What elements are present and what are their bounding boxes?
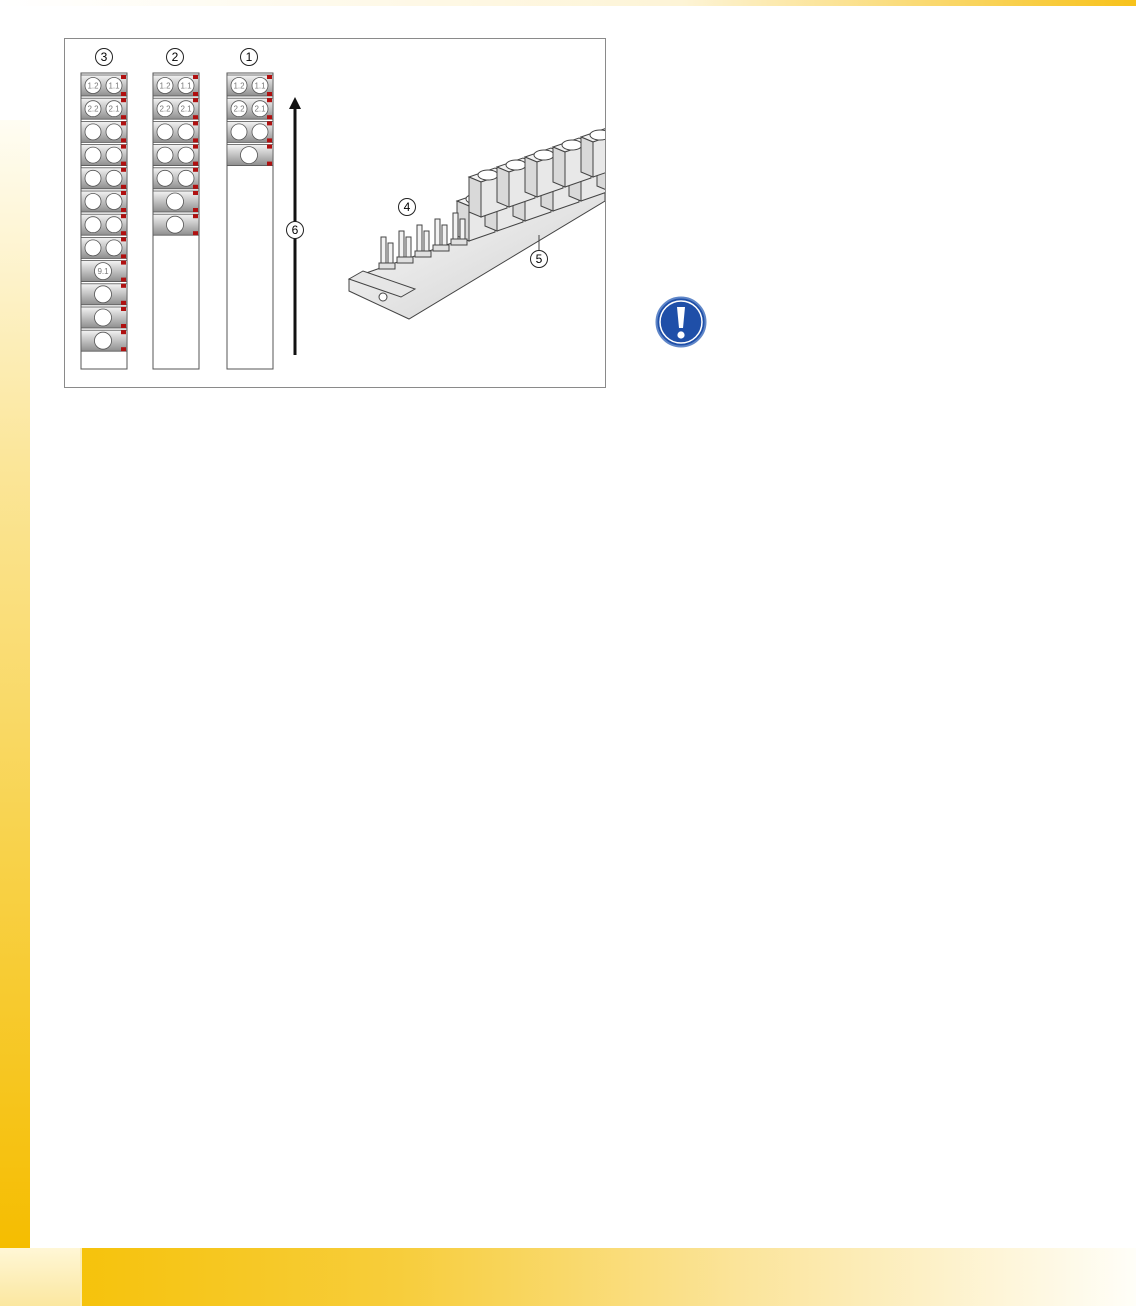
left-accent-band [0,120,30,1250]
terminal-number: 1.2 [233,81,245,91]
terminal-column-3 [81,73,127,369]
svg-text:4: 4 [403,200,411,214]
terminal-point [157,147,173,163]
terminal-point [85,170,101,186]
terminal-cell [153,75,199,96]
terminal-point [106,217,122,233]
terminal-point [85,240,101,256]
terminal-cell [153,121,199,142]
svg-text:1: 1 [245,50,253,64]
terminal-point [167,193,184,210]
terminal-number: 2.1 [180,104,192,114]
terminal-number: 1.1 [108,81,120,91]
terminal-point [178,124,194,140]
terminal-point [95,286,112,303]
terminal-point [85,147,101,163]
svg-text:2: 2 [171,50,179,64]
terminal-pin [433,219,449,251]
terminal-point [95,309,112,326]
svg-text:6: 6 [291,223,299,237]
terminal-cell [227,121,273,142]
terminal-cell [153,168,199,189]
terminal-cell [153,214,199,235]
svg-text:5: 5 [535,252,543,266]
callout-4 [399,199,416,216]
terminal-number: 1.1 [254,81,266,91]
terminal-cell [153,191,199,212]
terminal-number: 2.2 [87,104,99,114]
terminal-strip-figure [64,38,606,388]
terminal-cell [81,98,127,119]
bottom-corner-tab [0,1248,80,1306]
terminal-number: 1.2 [159,81,171,91]
terminal-point [106,170,122,186]
callout-3 [96,49,113,66]
terminal-number: 9.1 [97,267,109,277]
terminal-point [241,147,258,164]
terminal-point [178,147,194,163]
terminal-column-1 [227,73,273,369]
terminal-number: 1.1 [180,81,192,91]
direction-arrow [287,97,304,355]
terminal-strip-diagram [65,39,605,387]
terminal-column-2 [153,73,199,369]
terminal-block-rail [349,118,605,319]
terminal-point [85,124,101,140]
terminal-cell [81,307,127,328]
terminal-cell [81,237,127,258]
terminal-cell [81,284,127,305]
terminal-point [231,124,247,140]
terminal-cell [81,75,127,96]
terminal-cell [81,330,127,351]
terminal-point [157,124,173,140]
terminal-cell [81,121,127,142]
bottom-accent-band [0,1248,1136,1306]
terminal-pin [397,231,413,263]
terminal-cell [81,168,127,189]
terminal-pin [415,225,431,257]
terminal-point [85,217,101,233]
terminal-point [157,170,173,186]
terminal-point [252,124,268,140]
callout-2 [167,49,184,66]
terminal-cell [81,214,127,235]
callout-1 [241,49,258,66]
terminal-cell [153,145,199,166]
terminal-cell [227,145,273,166]
terminal-number: 2.1 [108,104,120,114]
terminal-cell [81,145,127,166]
terminal-cell [227,75,273,96]
terminal-point [85,194,101,210]
terminal-housing [581,128,605,177]
exclamation-notice-icon [655,296,707,348]
terminal-number: 1.2 [87,81,99,91]
terminal-cell [227,98,273,119]
terminal-cell [81,191,127,212]
terminal-cell [153,98,199,119]
svg-text:3: 3 [100,50,108,64]
terminal-point [178,170,194,186]
terminal-cell [81,261,127,282]
terminal-point [95,332,112,349]
terminal-number: 2.2 [233,104,245,114]
terminal-point [106,147,122,163]
terminal-number: 2.1 [254,104,266,114]
terminal-point [106,194,122,210]
top-accent-bar [0,0,1136,6]
terminal-point [106,240,122,256]
terminal-point [106,124,122,140]
terminal-number: 2.2 [159,104,171,114]
terminal-point [167,216,184,233]
terminal-pin [379,237,395,269]
